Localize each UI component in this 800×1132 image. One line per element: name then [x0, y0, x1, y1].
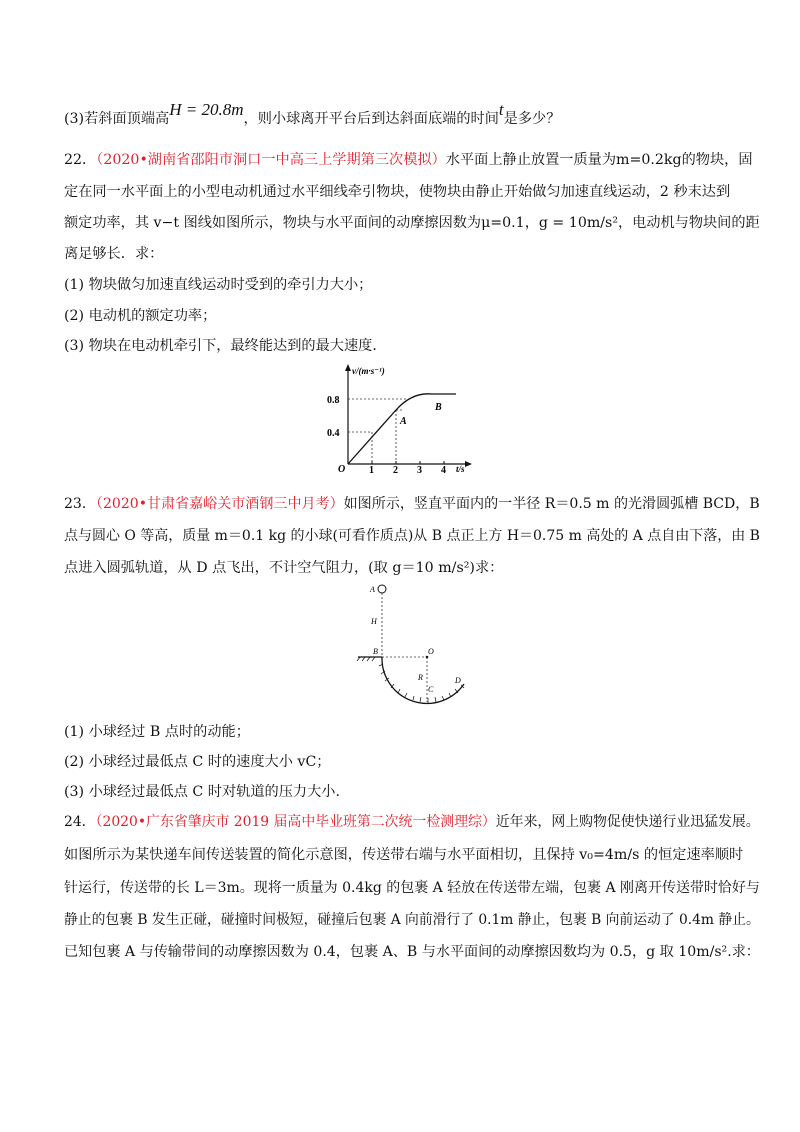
fig-label-c: C	[428, 685, 434, 694]
graph-point-b: B	[435, 402, 442, 413]
graph-ytick-0-4: 0.4	[327, 428, 340, 439]
graph-origin-label: O	[338, 464, 346, 474]
fig-label-d: D	[455, 676, 461, 685]
q22-sub1: (1) 物块做匀加速直线运动时受到的牵引力大小；	[64, 277, 373, 293]
q22-line2: 定在同一水平面上的小型电动机通过水平细线牵引物块，使物块由静止开始做匀加速直线运动，2 秒末达到	[64, 184, 731, 200]
fig-label-b: B	[373, 647, 378, 656]
q24-line3: 针运行，传送带的长 L＝3m。现将一质量为 0.4kg 的包裹 A 轻放在传送带左端，包裹 A 刚离开传送带时恰好与	[64, 880, 760, 896]
q21-height-formula: H = 20.8m	[169, 100, 244, 119]
arc-track	[382, 657, 464, 703]
q23-line2: 点与圆心 O 等高，质量 m＝0.1 kg 的小球(可看作质点)从 B 点正上方 H＝0.75 m 高处的 A 点自由下落，由 B	[64, 528, 760, 544]
q21-part3-suffix: 是多少？	[503, 111, 561, 127]
q24-line2: 如图所示为某快递车间传送装置的简化示意图，传送带右端与水平面相切，且保持 v₀=4m/s 的恒定速率顺时	[64, 847, 744, 863]
q22-line1-text: 水平面上静止放置一质量为m=0.2kg的物块，固	[445, 152, 753, 168]
q22-sub2: (2) 电动机的额定功率；	[64, 308, 217, 324]
q24-line4: 静止的包裹 B 发生正碰，碰撞时间极短，碰撞后包裹 A 向前滑行了 0.1m 静止，包裹 B 向前运动了 0.4m 静止。	[64, 912, 760, 928]
q24-source: （2020•广东省肇庆市 2019 届高中毕业班第二次统一检测理综）	[95, 814, 496, 830]
q22-line1	[64, 150, 753, 170]
q21-part3-mid: ，则小球离开平台后到达斜面底端的时间	[243, 111, 499, 127]
q21-part3-prefix: (3)若斜面顶端高	[64, 111, 170, 127]
q22-source: （2020•湖南省邵阳市洞口一中高三上学期第三次模拟）	[96, 152, 446, 168]
q22-number: 22．	[64, 152, 97, 168]
q23-sub1: (1) 小球经过 B 点时的动能；	[64, 724, 250, 740]
q21-part3-line	[64, 100, 561, 129]
fig-label-h: H	[371, 617, 377, 626]
graph-y-arrow	[345, 364, 351, 371]
q22-vt-graph	[322, 362, 474, 474]
q24-line1-text: 近年来，网上购物促使快递行业迅猛发展。	[495, 814, 760, 830]
fig-label-o: O	[428, 647, 434, 656]
q24-line1	[64, 812, 760, 832]
fig-label-a: A	[370, 585, 375, 594]
graph-xtick-2: 2	[393, 465, 398, 474]
q23-number: 23．	[64, 496, 96, 512]
q23-line1-text: 如图所示，竖直平面内的一半径 R＝0.5 m 的光滑圆弧槽 BCD，B	[343, 496, 760, 512]
graph-xtick-4: 4	[441, 465, 446, 474]
graph-x-arrow	[465, 461, 472, 467]
graph-x-label: t/s	[456, 464, 465, 474]
arc-hatching	[379, 664, 464, 703]
graph-y-label: v/(m·s⁻¹)	[352, 366, 385, 376]
q22-line4: 离足够长．求：	[64, 246, 164, 262]
q23-source: （2020•甘肃省嘉峪关市酒钢三中月考）	[95, 496, 344, 512]
q23-sub2: (2) 小球经过最低点 C 时的速度大小 vC；	[64, 754, 331, 770]
ball-a	[378, 585, 386, 593]
q23-line3: 点进入圆弧轨道，从 D 点飞出，不计空气阻力，(取 g＝10 m/s²)求：	[64, 560, 504, 576]
q22-sub3: (3) 物块在电动机牵引下，最终能达到的最大速度．	[64, 338, 387, 354]
graph-xtick-1: 1	[369, 465, 374, 474]
q24-number: 24．	[64, 814, 96, 830]
q23-line1	[64, 494, 760, 514]
graph-ytick-0-8: 0.8	[327, 395, 340, 406]
graph-point-a: A	[400, 416, 407, 427]
graph-xtick-3: 3	[417, 465, 422, 474]
fig-label-r: R	[418, 673, 423, 682]
q23-sub3: (3) 小球经过最低点 C 时对轨道的压力大小.	[64, 784, 340, 800]
q22-line3: 额定功率，其 v−t 图线如图所示，物块与水平面间的动摩擦因数为μ=0.1，g = 10m/s²，电动机与物块间的距	[64, 215, 760, 231]
q23-track-figure	[356, 582, 476, 708]
q21-time-symbol: t	[498, 100, 504, 119]
q24-line5: 已知包裹 A 与传输带间的动摩擦因数为 0.4，包裹 A、B 与水平面间的动摩擦因数均为 0.5，g 取 10m/s².求：	[64, 944, 760, 960]
